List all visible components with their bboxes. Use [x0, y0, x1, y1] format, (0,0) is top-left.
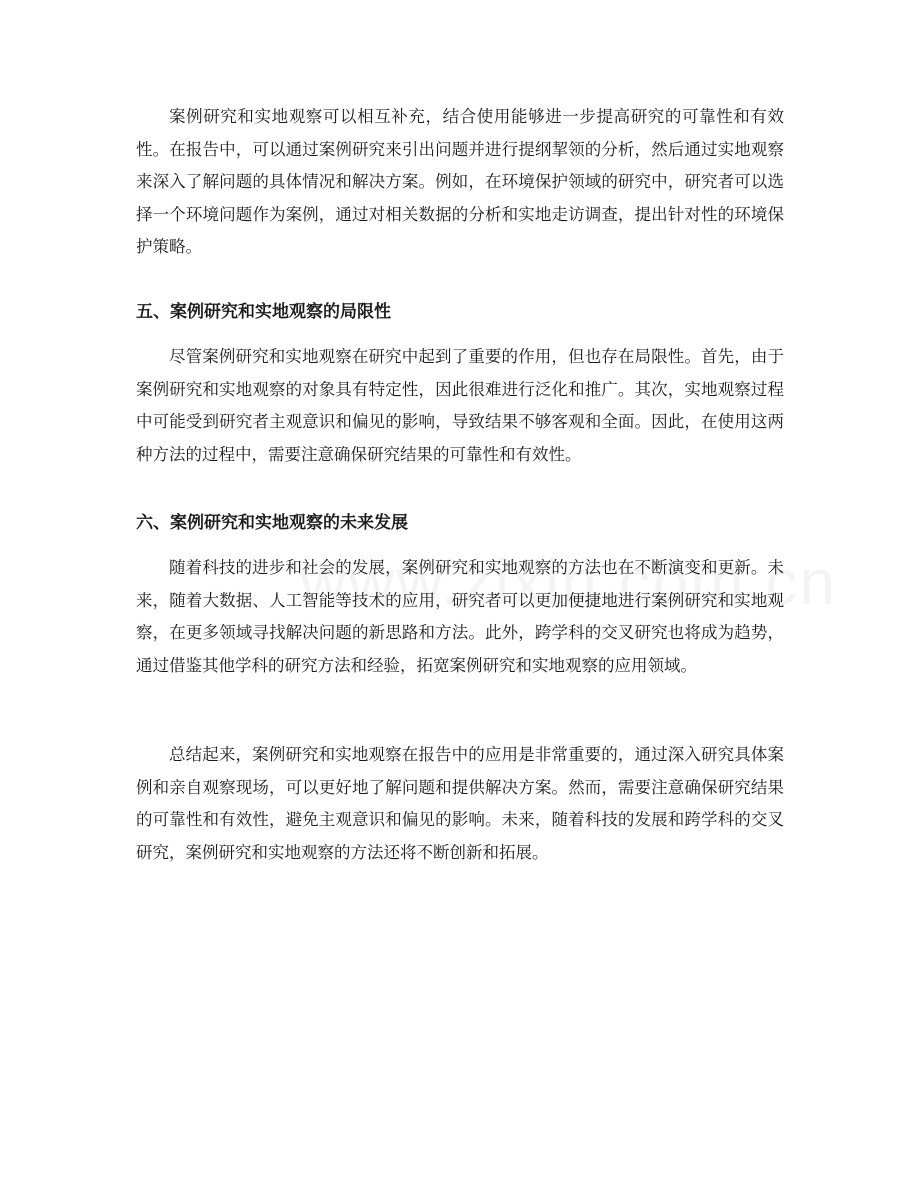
section-heading-future: 六、案例研究和实地观察的未来发展 [136, 513, 408, 533]
paragraph-future: 随着科技的进步和社会的发展，案例研究和实地观察的方法也在不断演变和更新。未来，随着大数据、人工智能等技术的应用，研究者可以更加便捷地进行案例研究和实地观察，在更多领域寻找解决问题的新思路和方法。此外，跨学科的交叉研究也将成为趋势，通过借鉴其他学科的研究方法和经验，拓宽案例研究和实地观察的应用领域。 [136, 558, 784, 675]
section-heading-limitations: 五、案例研究和实地观察的局限性 [136, 302, 391, 322]
paragraph-complementary: 案例研究和实地观察可以相互补充，结合使用能够进一步提高研究的可靠性和有效性。在报告中，可以通过案例研究来引出问题并进行提纲挈领的分析，然后通过实地观察来深入了解问题的具体情况和解决方案。例如，在环境保护领域的研究中，研究者可以选择一个环境问题作为案例，通过对相关数据的分析和实地走访调查，提出针对性的环境保护策略。 [136, 107, 784, 256]
paragraph-limitations: 尽管案例研究和实地观察在研究中起到了重要的作用，但也存在局限性。首先，由于案例研究和实地观察的对象具有特定性，因此很难进行泛化和推广。其次，实地观察过程中可能受到研究者主观意识和偏见的影响，导致结果不够客观和全面。因此，在使用这两种方法的过程中，需要注意确保研究结果的可靠性和有效性。 [136, 347, 784, 464]
paragraph-summary: 总结起来，案例研究和实地观察在报告中的应用是非常重要的，通过深入研究具体案例和亲自观察现场，可以更好地了解问题和提供解决方案。然而，需要注意确保研究结果的可靠性和有效性，避免主观意识和偏见的影响。未来，随着科技的发展和跨学科的交叉研究，案例研究和实地观察的方法还将不断创新和拓展。 [136, 745, 784, 862]
